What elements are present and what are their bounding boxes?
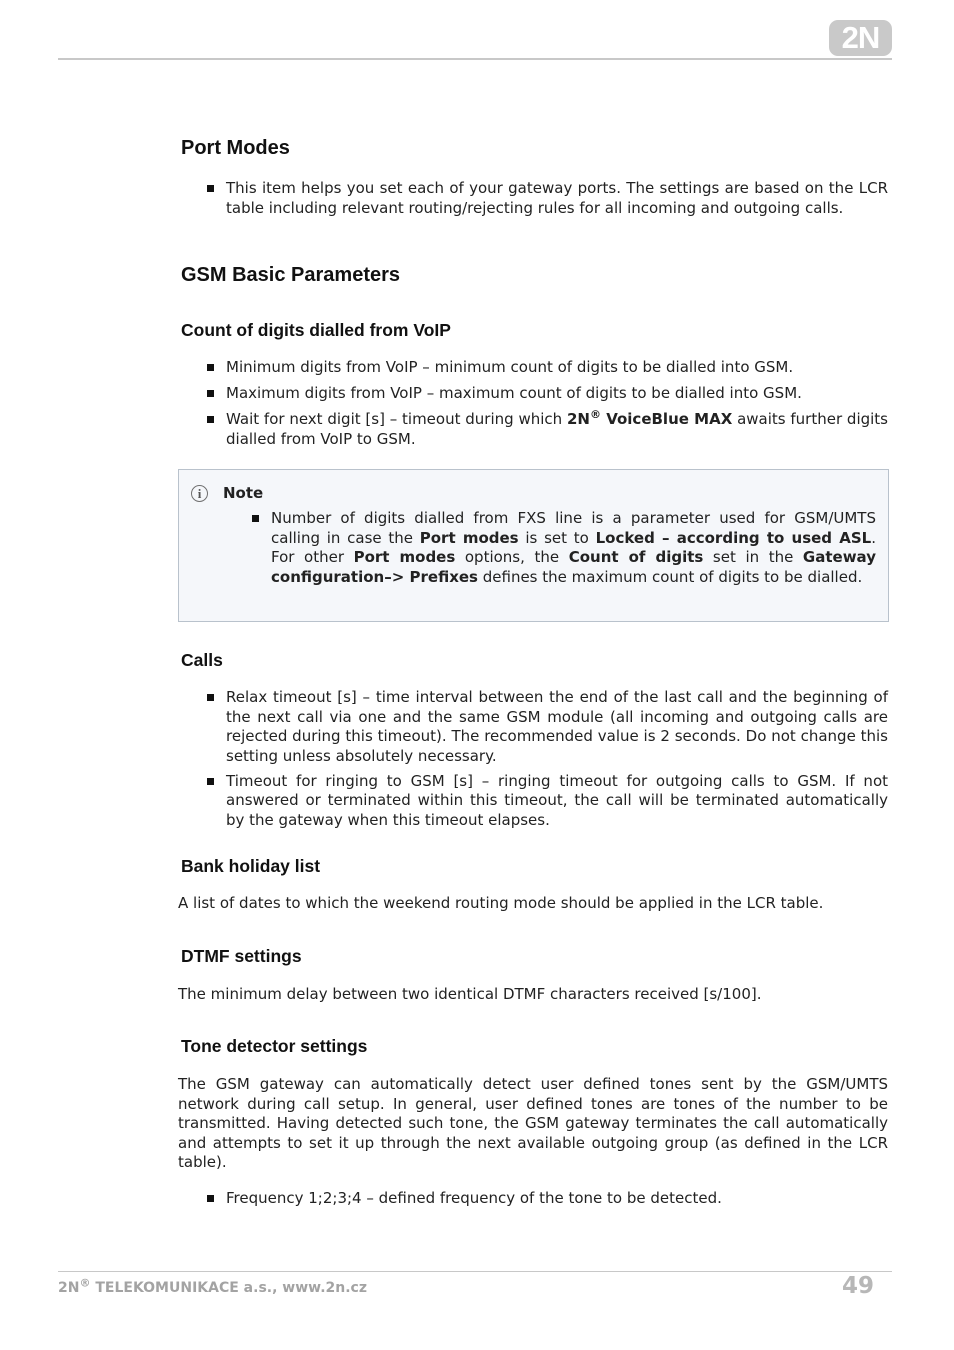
brand-name: 2N bbox=[566, 410, 590, 428]
list-item: Wait for next digit [s] – timeout during which 2N® VoiceBlue MAX awaits further digits dialled from VoIP to GSM. bbox=[226, 408, 888, 448]
tone-detector-list bbox=[226, 1189, 888, 1209]
info-icon: i bbox=[191, 485, 208, 502]
page-number: 49 bbox=[841, 1273, 874, 1299]
dtmf-text: The minimum delay between two identical DTMF characters received [s/100]. bbox=[178, 985, 762, 1003]
list-item: Maximum digits from VoIP – maximum count of digits to be dialled into GSM. bbox=[226, 384, 888, 404]
company-logo: 2N bbox=[829, 20, 892, 56]
list-item: Number of digits dialled from FXS line is a parameter used for GSM/UMTS calling in case the Port modes is set to Locked – according to used ASL. For other Port modes options, the Count of digits set in the Gateway configuration–> Prefixes defines the maximum count of digits to be dialled. bbox=[271, 509, 876, 586]
tone-detector-text: The GSM gateway can automatically detect user defined tones sent by the GSM/UMTS network during call setup. In general, user defined tones are tones of the number to be transmitted. Having detected such tone, the GSM gateway terminates the call automatically and attempts to set it up through the next available outgoing group (as defined in the LCR table). bbox=[178, 1075, 888, 1171]
list-item: Minimum digits from VoIP – minimum count of digits to be dialled into GSM. bbox=[226, 358, 888, 378]
note-list bbox=[271, 509, 876, 587]
note-box bbox=[178, 469, 889, 622]
product-name: VoiceBlue MAX bbox=[600, 410, 733, 428]
bank-holiday-text: A list of dates to which the weekend routing mode should be applied in the LCR table. bbox=[178, 894, 824, 912]
subsection-title-calls: Calls bbox=[181, 650, 223, 670]
list-item: This item helps you set each of your gateway ports. The settings are based on the LCR table including relevant routing/rejecting rules for all incoming and outgoing calls. bbox=[226, 179, 888, 217]
header-divider bbox=[58, 58, 892, 60]
subsection-title-count-digits: Count of digits dialled from VoIP bbox=[181, 320, 451, 340]
subsection-title-bank-holiday: Bank holiday list bbox=[181, 856, 321, 876]
footer-company: 2N® TELEKOMUNIKACE a.s., www.2n.cz bbox=[58, 1276, 367, 1296]
section-title-port-modes: Port Modes bbox=[181, 137, 290, 159]
list-item: Relax timeout [s] – time interval between the end of the last call and the beginning of the next call via one and the same GSM module (all incoming and outgoing calls are rejected during this timeout). The recommended value is 2 seconds. Do not change this setting unless absolutely necessary. bbox=[226, 688, 888, 765]
port-modes-list bbox=[226, 179, 888, 218]
section-title-gsm-basic: GSM Basic Parameters bbox=[181, 264, 401, 286]
footer-divider bbox=[58, 1271, 892, 1272]
subsection-title-dtmf: DTMF settings bbox=[181, 946, 302, 966]
note-title: Note bbox=[223, 484, 264, 502]
subsection-title-tone-detector: Tone detector settings bbox=[181, 1036, 368, 1056]
calls-list bbox=[226, 688, 888, 830]
list-item: Timeout for ringing to GSM [s] – ringing timeout for outgoing calls to GSM. If not answered or terminated within this timeout, the call will be terminated automatically by the gateway when this timeout elapses. bbox=[226, 771, 888, 829]
count-digits-list bbox=[226, 358, 888, 449]
list-item: Frequency 1;2;3;4 – defined frequency of the tone to be detected. bbox=[226, 1189, 888, 1209]
